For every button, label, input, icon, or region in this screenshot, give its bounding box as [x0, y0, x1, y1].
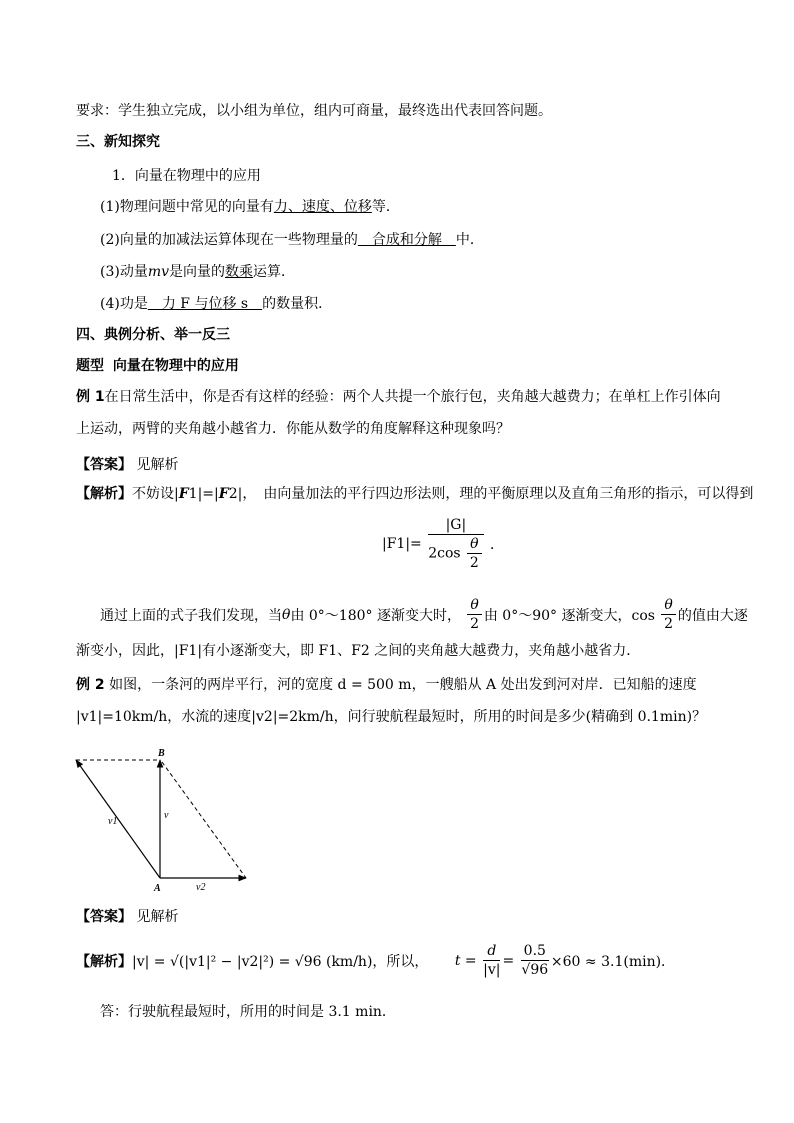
- point-2-post: 中．: [455, 232, 484, 248]
- example1-line2: 上运动，两臂的夹角越小越省力．你能从数学的角度解释这种现象吗？: [76, 421, 510, 437]
- analysis1-p2-fraction: [467, 596, 481, 633]
- topic-text: 向量在物理中的应用: [112, 358, 239, 374]
- formula1-den-fraction: [467, 535, 481, 572]
- answer2-label: 【答案】: [76, 909, 132, 925]
- analysis1-p2-a: 通过上面的式子我们发现，当: [100, 607, 282, 624]
- example2-line1: [76, 675, 697, 695]
- analysis1-text-c: 1|=|: [188, 486, 219, 502]
- formula1-numerator: |G|: [428, 516, 483, 535]
- label-v1: v1: [108, 816, 118, 827]
- topic-label: 题型: [76, 358, 104, 374]
- analysis1-text-e: 2|， 由向量加法的平行四边形法则，理的平衡原理以及直角三角形的指示，可以得到: [228, 486, 754, 502]
- dashed-right-edge: [162, 762, 246, 878]
- analysis1-p2-frac-num: θ: [467, 596, 481, 615]
- point-1-answer: 力、速度、位移: [273, 199, 372, 215]
- analysis1-line1: [76, 484, 753, 504]
- formula1-den-theta: θ: [467, 535, 481, 554]
- point-4-post: 的数量积．: [262, 296, 333, 312]
- section3-title: 三、新知探究: [76, 134, 160, 150]
- example2-line2: |v1|=10km/h，水流的速度|v2|=2km/h，问行驶航程最短时，所用的时间是多少(精确到 0.1min)？: [76, 709, 707, 725]
- formula1-den-cos: 2cos: [428, 545, 461, 562]
- answer1-line: [76, 455, 178, 475]
- analysis1-text-a: 不妨设|: [132, 486, 179, 502]
- point-4: [100, 294, 332, 314]
- point-3-post: 运算．: [253, 264, 296, 280]
- analysis1-p2-c: 由 0°～90° 逐渐变大，cos: [483, 607, 655, 624]
- analysis1-p2-b: 由 0°～180° 逐渐变大时，: [290, 607, 461, 624]
- formula1-end: ．: [489, 537, 504, 553]
- example1-text1: 在日常生活中，你是否有这样的经验：两个人共提一个旅行包，夹角越大越费力；在单杠上作引体向: [104, 389, 721, 405]
- point-2-answer: 合成和分解: [357, 232, 456, 248]
- section4-title: 四、典例分析、举一反三: [76, 327, 230, 343]
- analysis1-f-symbol-2: F: [218, 486, 229, 502]
- example1-line1: [76, 387, 721, 407]
- analysis2-end: ×60 ≈ 3.1(min)．: [550, 953, 676, 970]
- point-1-pre: (1)物理问题中常见的向量有: [100, 199, 274, 215]
- analysis2-fraction: [483, 942, 500, 979]
- point-2-pre: (2)向量的加减法运算体现在一些物理量的: [100, 232, 358, 248]
- vector-diagram: [66, 742, 256, 894]
- analysis1-label: 【解析】: [76, 486, 132, 502]
- v1-vector: [76, 760, 160, 878]
- point-4-answer: 力 F 与位移 s: [147, 296, 263, 312]
- example2-label: 例 2: [76, 677, 105, 693]
- formula1-fraction: [428, 516, 483, 572]
- analysis2-frac2-num: 0.5: [521, 942, 549, 961]
- point-1: [100, 197, 400, 217]
- analysis2-label: 【解析】: [76, 953, 132, 970]
- point-3-answer: 数乘: [225, 264, 254, 280]
- point-4-pre: (4)功是: [100, 296, 148, 312]
- analysis2-frac-den: |v|: [483, 962, 501, 978]
- analysis2-line: [76, 942, 675, 979]
- analysis2-frac2-den: √96: [521, 962, 549, 978]
- analysis2-text: |v| = √(|v1|² − |v2|²) = √96 (km/h)，所以，: [132, 953, 429, 970]
- analysis1-p2-d: 的值由大逐: [677, 607, 748, 624]
- example2-text1: 如图，一条河的两岸平行，河的宽度 d = 500 m，一艘船从 A 处出发到河对岸．已知船的速度: [109, 677, 697, 693]
- analysis1-p2-frac2-den: 2: [664, 616, 674, 632]
- topic-line: [76, 356, 239, 376]
- analysis1-p2-frac2-num: θ: [661, 596, 675, 615]
- analysis1-para3: 渐变小，因此，|F1|有小逐渐变大，即 F1、F2 之间的夹角越大越费力，夹角越小越省力．: [76, 643, 641, 659]
- label-a: A: [154, 883, 161, 894]
- answer1-text: 见解析: [136, 457, 179, 473]
- analysis2-frac-num: d: [483, 942, 500, 961]
- answer2-text: 见解析: [136, 909, 179, 925]
- point-3: [100, 262, 295, 282]
- point-3-pre: (3)动量: [100, 264, 148, 280]
- analysis1-p2-theta: θ: [282, 606, 291, 623]
- analysis2-t: t =: [454, 952, 477, 969]
- analysis1-para2: [100, 596, 748, 633]
- formula1-den-two: 2: [469, 555, 479, 571]
- point-1-post: 等．: [371, 199, 400, 215]
- analysis2-eq: =: [502, 952, 515, 969]
- subsection1-title: 1．向量在物理中的应用: [112, 168, 261, 184]
- point-2: [100, 230, 484, 250]
- example1-label: 例 1: [76, 389, 105, 405]
- analysis2-fraction-2: [521, 942, 549, 979]
- answer1-label: 【答案】: [76, 457, 132, 473]
- analysis1-p2-frac-den: 2: [470, 616, 480, 632]
- analysis1-f-symbol: F: [178, 486, 189, 502]
- analysis1-p2-fraction-2: [661, 596, 675, 633]
- formula1-denominator: [428, 535, 483, 572]
- point-3-mid: 是向量的: [169, 264, 226, 280]
- formula1: [382, 516, 504, 572]
- point-3-mv: mv: [147, 264, 170, 280]
- final-answer: 答：行驶航程最短时，所用的时间是 3.1 min．: [100, 1004, 396, 1020]
- label-v2: v2: [196, 882, 206, 893]
- requirement-text: 要求：学生独立完成，以小组为单位，组内可商量，最终选出代表回答问题。: [76, 103, 552, 119]
- formula1-lhs: |F1|=: [382, 536, 422, 552]
- label-b: B: [158, 748, 165, 759]
- label-v: v: [164, 810, 169, 821]
- answer2-line: [76, 907, 178, 927]
